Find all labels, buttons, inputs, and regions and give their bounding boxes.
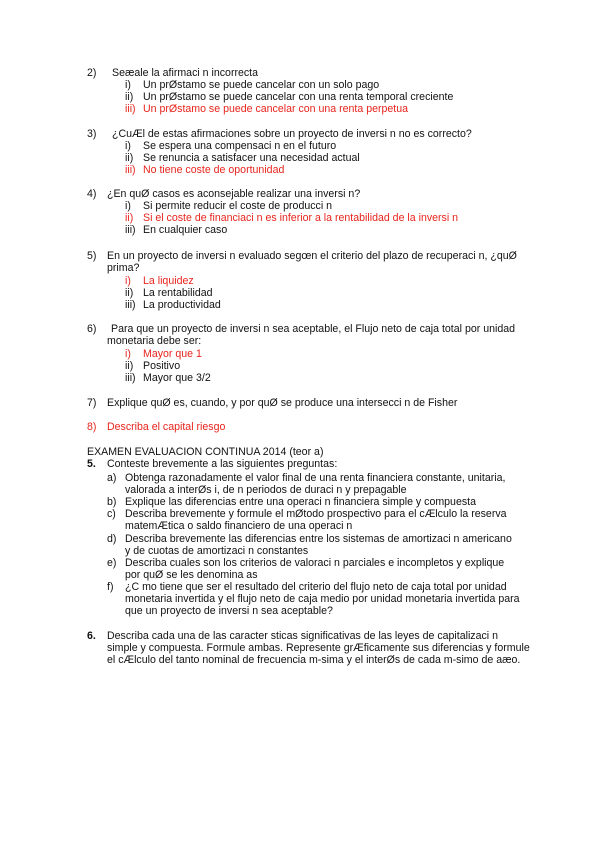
q2-opt1-text: Un prØstamo se puede cancelar con un solo pago (143, 79, 380, 91)
q5b-d-line2: y de cuotas de amortizaci n constantes (125, 545, 309, 557)
q7-number: 7) (87, 397, 97, 409)
q6-opt1-text: Mayor que 1 (143, 348, 202, 360)
q6-opt2-mark: ii) (125, 360, 134, 372)
q6-opt3-text: Mayor que 3/2 (143, 372, 211, 384)
q5b-f-line3: que un proyecto de inversi n sea aceptable? (125, 605, 333, 617)
q8-number: 8) (87, 421, 97, 433)
q5b-number: 5. (87, 458, 96, 470)
q5b-e-line1: Describa cuales son los criterios de valoraci n parciales e incompletos y explique (125, 557, 505, 569)
q4-opt3-mark: iii) (125, 224, 136, 236)
q4-opt1-mark: i) (125, 200, 131, 212)
q3-opt2-text: Se renuncia a satisfacer una necesidad actual (143, 152, 360, 164)
q5b-b-mark: b) (107, 496, 117, 508)
q6b-line1: Describa cada una de las caracter sticas significativas de las leyes de capitalizaci n (107, 630, 498, 642)
q5-text-line2: prima? (107, 262, 140, 274)
q5-opt3-text: La productividad (143, 299, 221, 311)
q6-number: 6) (87, 323, 97, 335)
q3-opt1-mark: i) (125, 140, 131, 152)
q4-opt1-text: Si permite reducir el coste de producci n (143, 200, 333, 212)
q6b-line3: el cÆlculo del tanto nominal de frecuencia m-sima y el interØs de cada m-simo de aæo. (107, 654, 521, 666)
q3-number: 3) (87, 128, 97, 140)
q5b-d-mark: d) (107, 533, 117, 545)
q3-opt3-text: No tiene coste de oportunidad (143, 164, 285, 176)
q3-opt2-mark: ii) (125, 152, 134, 164)
q5b-a-line1: Obtenga razonadamente el valor final de una renta financiera constante, unitaria, (125, 472, 506, 484)
q6-opt1-mark: i) (125, 348, 131, 360)
q2-opt1-mark: i) (125, 79, 131, 91)
q5-text-line1: En un proyecto de inversi n evaluado segœn el criterio del plazo de recuperaci n, ¿quØ (107, 250, 517, 262)
q5b-c-line1: Describa brevemente y formule el mØtodo prospectivo para el cÆlculo la reserva (125, 508, 507, 520)
q2-opt2-text: Un prØstamo se puede cancelar con una renta temporal creciente (143, 91, 454, 103)
q6-text-line2: monetaria debe ser: (107, 335, 202, 347)
q5-opt1-mark: i) (125, 275, 131, 287)
q5b-c-mark: c) (107, 508, 116, 520)
q3-opt3-mark: iii) (125, 164, 136, 176)
q7-text: Explique quØ es, cuando, y por quØ se produce una intersecci n de Fisher (107, 397, 458, 409)
q2-opt2-mark: ii) (125, 91, 134, 103)
q6b-line2: simple y compuesta. Formule ambas. Represente grÆficamente sus diferencias y formule (107, 642, 530, 654)
q5-opt2-mark: ii) (125, 287, 134, 299)
q5b-f-line2: monetaria invertida y el flujo neto de caja medio por unidad monetaria invertida para (125, 593, 520, 605)
q5-opt1-text: La liquidez (143, 275, 194, 287)
q4-opt2-text: Si el coste de financiaci n es inferior a la rentabilidad de la inversi n (143, 212, 459, 224)
q8-text: Describa el capital riesgo (107, 421, 226, 433)
q5b-f-mark: f) (107, 581, 114, 593)
q5-number: 5) (87, 250, 97, 262)
exam-title: EXAMEN EVALUACION CONTINUA 2014 (teor a) (87, 446, 324, 458)
q3-opt1-text: Se espera una compensaci n en el futuro (143, 140, 337, 152)
q2-text: Seæale la afirmaci n incorrecta (112, 67, 259, 79)
q4-opt3-text: En cualquier caso (143, 224, 228, 236)
q5b-f-line1: ¿C mo tiene que ser el resultado del criterio del flujo neto de caja total por unidad (125, 581, 507, 593)
q6-opt3-mark: iii) (125, 372, 136, 384)
q4-opt2-mark: ii) (125, 212, 134, 224)
q5b-a-line2: valorada a interØs i, de n periodos de duraci n y prepagable (125, 484, 407, 496)
q5b-d-line1: Describa brevemente las diferencias entre los sistemas de amortizaci n americano (125, 533, 512, 545)
q5b-c-line2: matemÆtica o saldo financiero de una operaci n (125, 520, 353, 532)
q5-opt2-text: La rentabilidad (143, 287, 213, 299)
q2-number: 2) (87, 67, 97, 79)
q5b-a-mark: a) (107, 472, 117, 484)
q6-opt2-text: Positivo (143, 360, 181, 372)
q5b-text: Conteste brevemente a las siguientes preguntas: (107, 458, 338, 470)
q5b-e-line2: por quØ se les denomina as (125, 569, 258, 581)
q5b-b-line1: Explique las diferencias entre una operaci n financiera simple y compuesta (125, 496, 476, 508)
q3-text: ¿CuÆl de estas afirmaciones sobre un proyecto de inversi n no es correcto? (112, 128, 472, 140)
q4-text: ¿En quØ casos es aconsejable realizar una inversi n? (107, 188, 361, 200)
q6b-number: 6. (87, 630, 96, 642)
q5-opt3-mark: iii) (125, 299, 136, 311)
q2-opt3-mark: iii) (125, 103, 136, 115)
q2-opt3-text: Un prØstamo se puede cancelar con una renta perpetua (143, 103, 409, 115)
q6-text-line1: Para que un proyecto de inversi n sea aceptable, el Flujo neto de caja total por unidad (111, 323, 516, 335)
q4-number: 4) (87, 188, 97, 200)
q5b-e-mark: e) (107, 557, 117, 569)
